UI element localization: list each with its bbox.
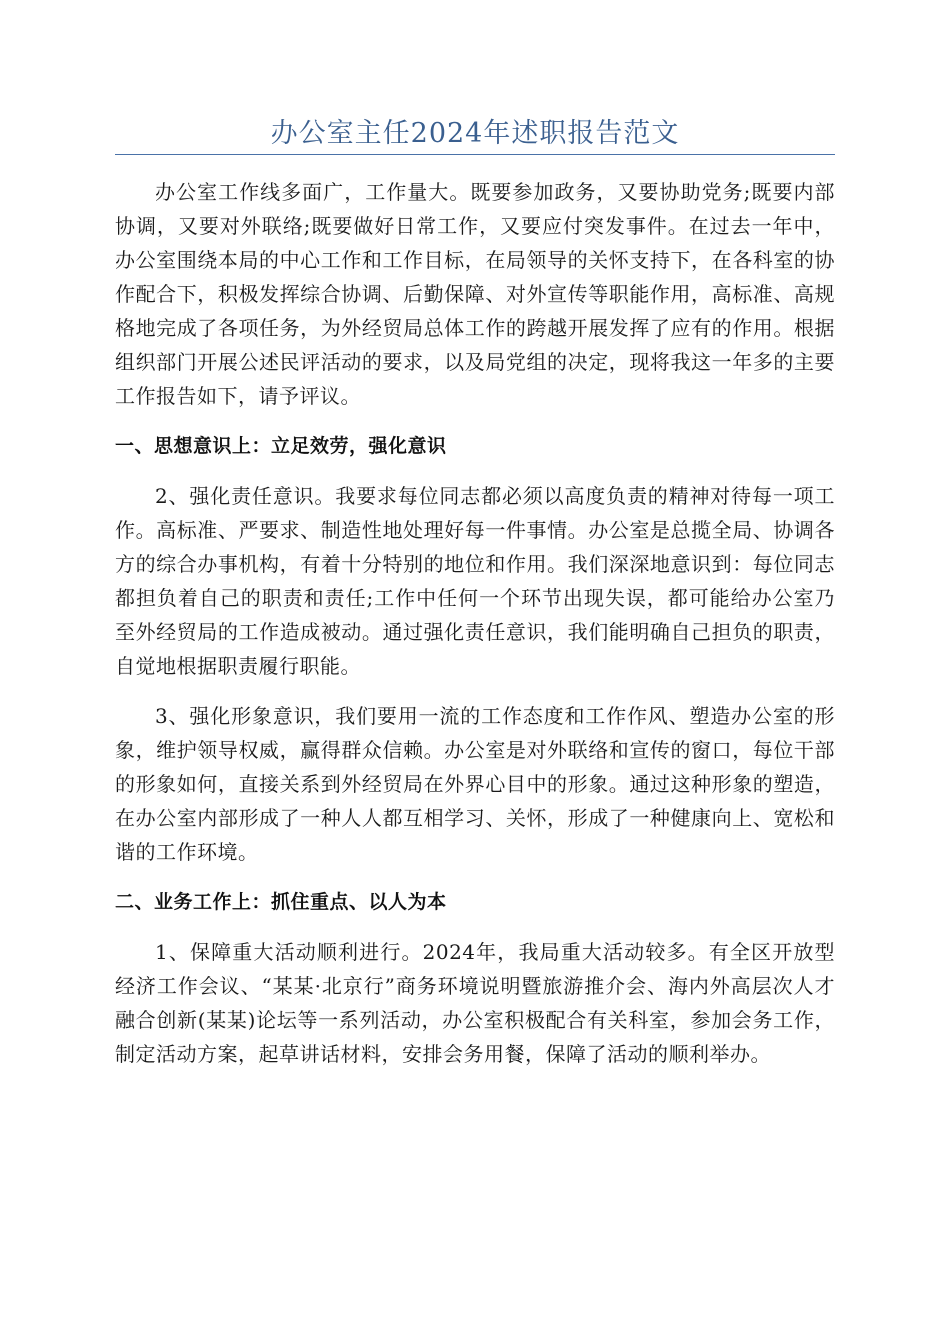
- body-paragraph: 2、强化责任意识。我要求每位同志都必须以高度负责的精神对待每一项工作。高标准、严要求、制造性地处理好每一件事情。办公室是总揽全局、协调各方的综合办事机构，有着十分特别的地位和作用。我们深深地意识到：每位同志都担负着自己的职责和责任;工作中任何一个环节出现失误，都可能给办公室乃至外经贸局的工作造成被动。通过强化责任意识，我们能明确自己担负的职责，自觉地根据职责履行职能。: [115, 484, 835, 678]
- title-underline: [115, 154, 835, 155]
- section-heading-1: 一、思想意识上：立足效劳，强化意识: [115, 435, 447, 457]
- body-paragraph: 1、保障重大活动顺利进行。2024年，我局重大活动较多。有全区开放型经济工作会议、“某某·北京行”商务环境说明暨旅游推介会、海内外高层次人才融合创新(某某)论坛等一系列活动，办公室积极配合有关科室，参加会务工作，制定活动方案，起草讲话材料，安排会务用餐，保障了活动的顺利举办。: [115, 940, 835, 1066]
- body-paragraph: 3、强化形象意识，我们要用一流的工作态度和工作作风、塑造办公室的形象，维护领导权威，赢得群众信赖。办公室是对外联络和宣传的窗口，每位干部的形象如何，直接关系到外经贸局在外界心目中的形象。通过这种形象的塑造，在办公室内部形成了一种人人都互相学习、关怀，形成了一种健康向上、宽松和谐的工作环境。: [115, 704, 835, 864]
- document-body: [115, 175, 835, 1087]
- intro-paragraph: 办公室工作线多面广，工作量大。既要参加政务，又要协助党务;既要内部协调，又要对外联络;既要做好日常工作，又要应付突发事件。在过去一年中，办公室围绕本局的中心工作和工作目标，在局领导的关怀支持下，在各科室的协作配合下，积极发挥综合协调、后勤保障、对外宣传等职能作用，高标准、高规格地完成了各项任务，为外经贸局总体工作的跨越开展发挥了应有的作用。根据组织部门开展公述民评活动的要求，以及局党组的决定，现将我这一年多的主要工作报告如下，请予评议。: [115, 180, 835, 408]
- section-heading-2: 二、业务工作上：抓住重点、以人为本: [115, 891, 447, 913]
- document-title: 办公室主任2024年述职报告范文: [270, 118, 680, 149]
